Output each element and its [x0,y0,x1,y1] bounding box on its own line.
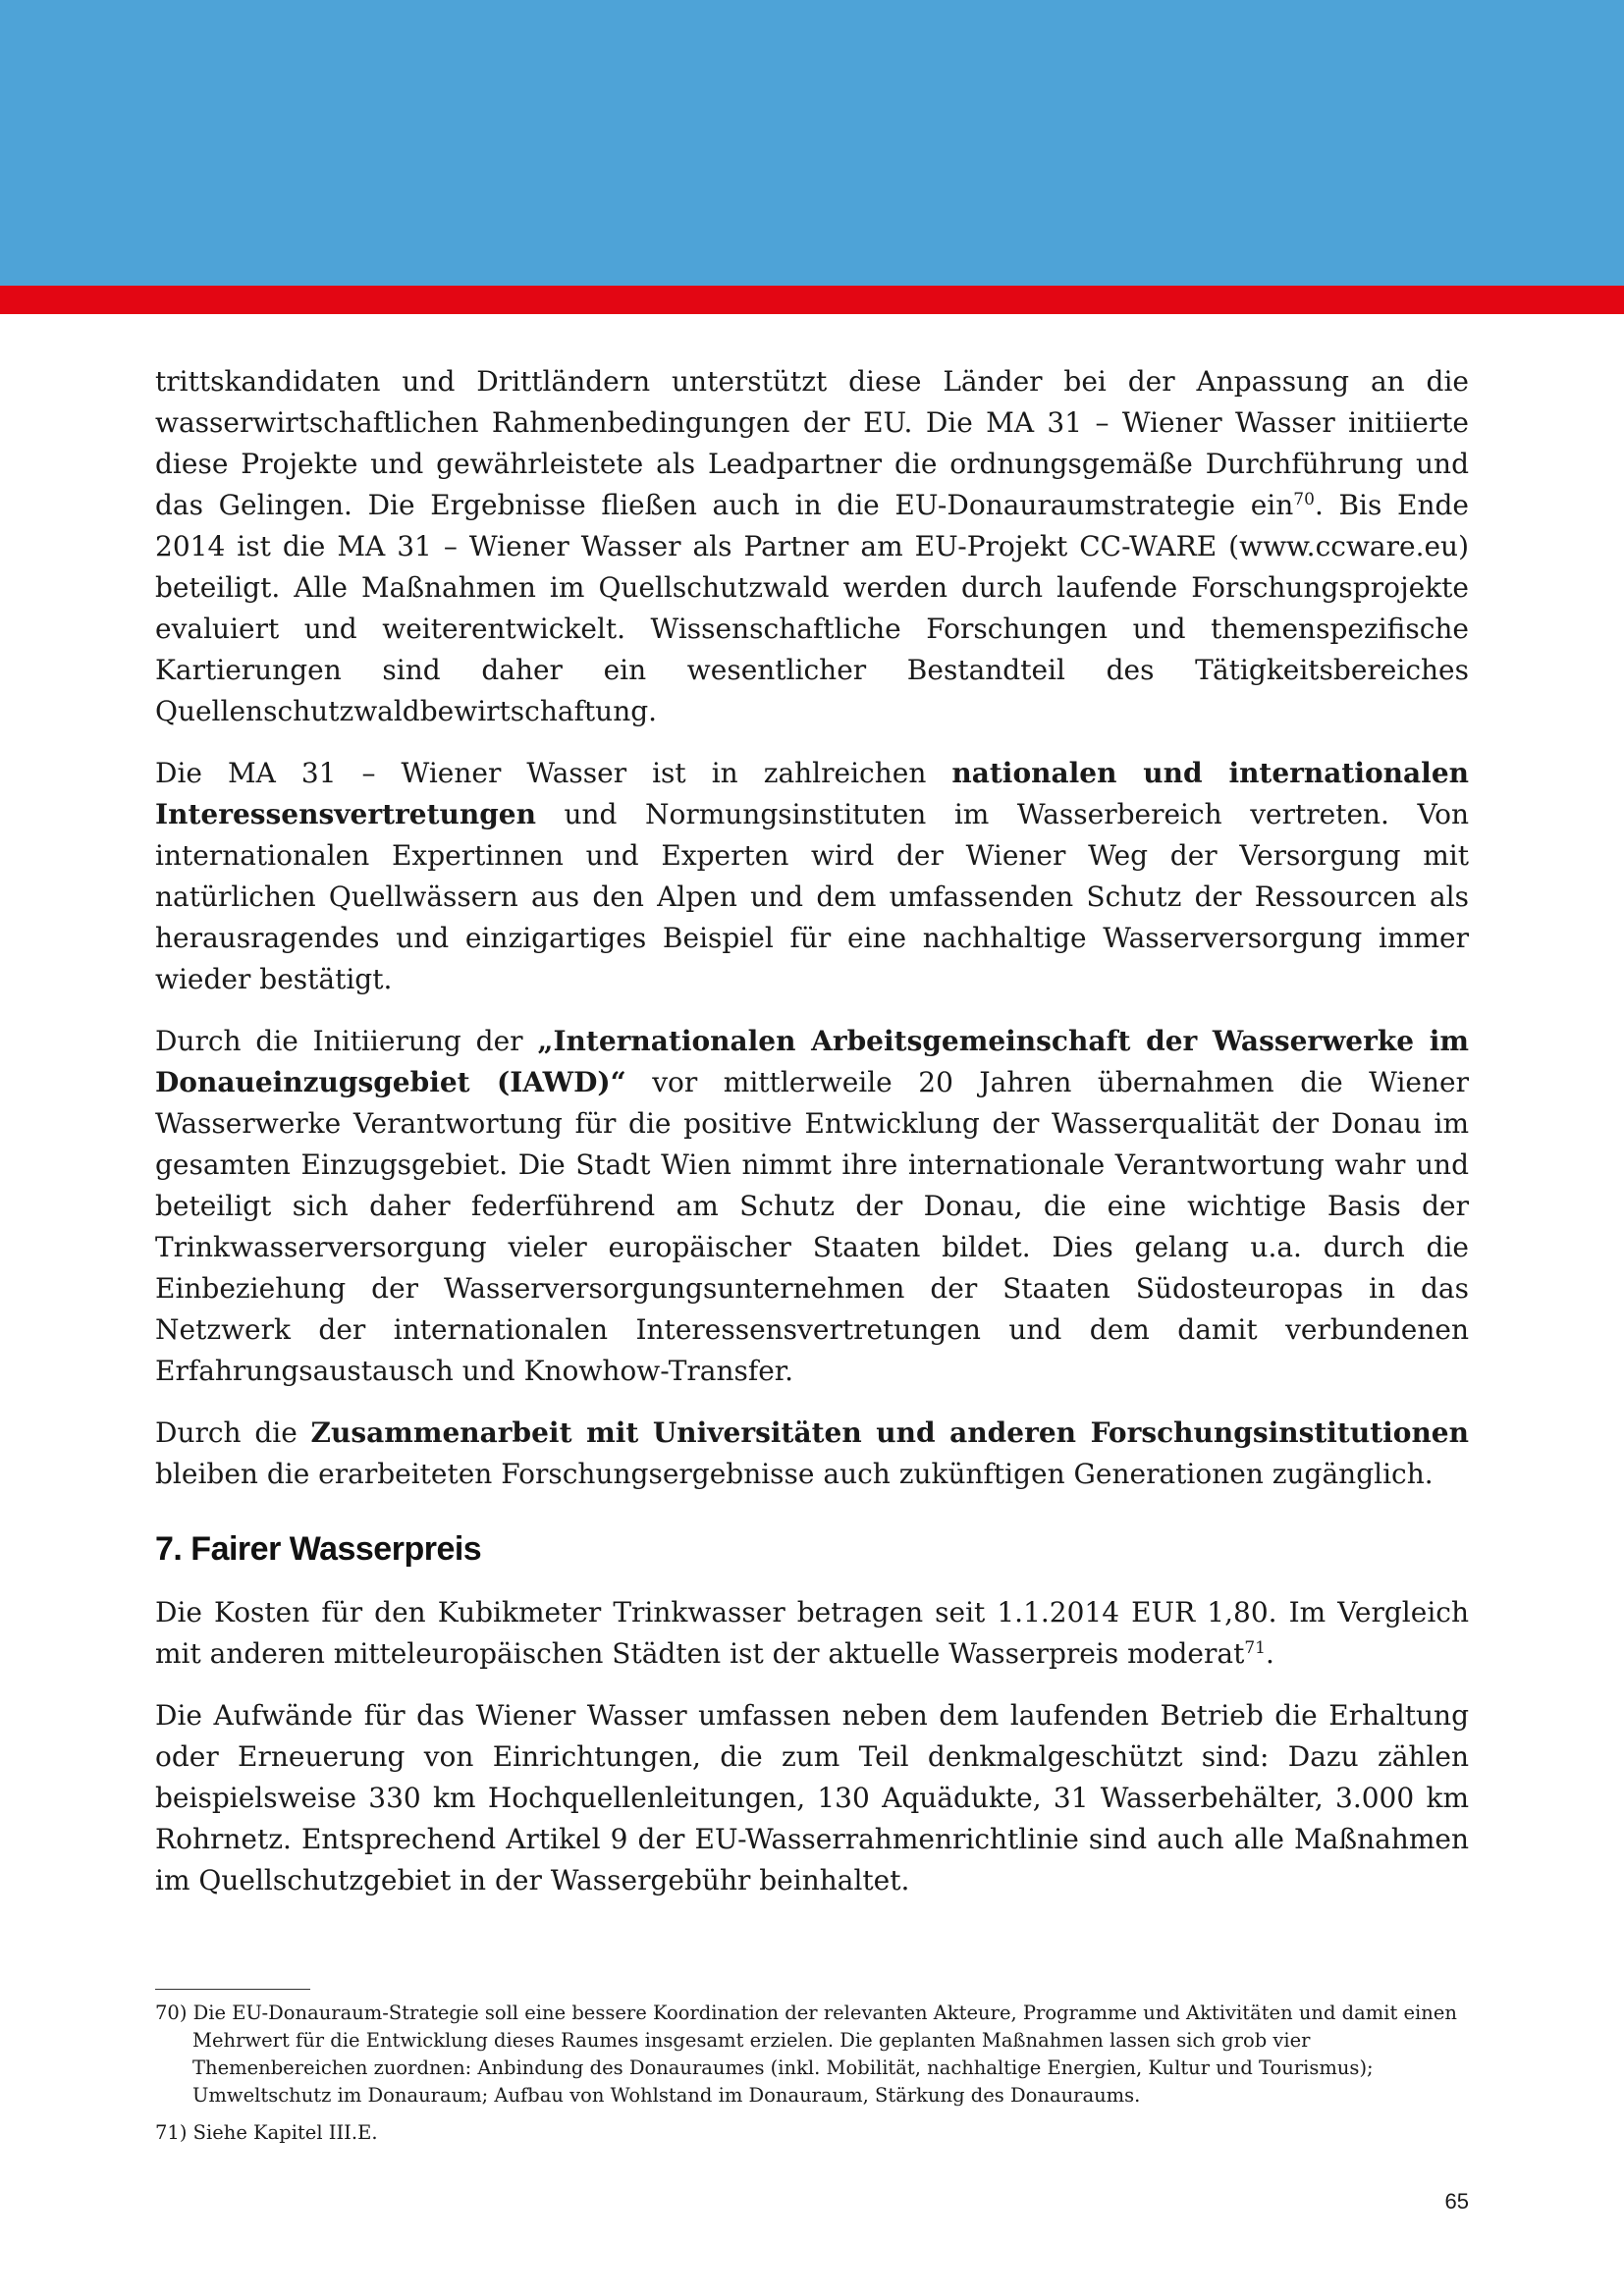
footnote-ref-70[interactable]: 70 [1293,490,1315,509]
paragraph-4-bold: Zusammenarbeit mit Universitäten und anderen Forschungsinstitutionen [310,1416,1469,1449]
paragraph-1 [155,361,1469,732]
paragraph-1-text-b: . Bis Ende 2014 ist die MA 31 – Wiener Wasser als Partner am EU-Projekt CC-WARE (www.ccware.eu) beteiligt. Alle Maßnahmen im Quellschutzwald werden durch laufende Forschungsprojekte evaluiert und weiterentwickelt. Wissenschaftliche Forschungen und themenspezifische Kartierungen sind daher ein wesentlicher Bestandteil des Tätigkeitsbereiches Quellenschutzwaldbewirtschaftung. [155,489,1470,727]
paragraph-3 [155,1021,1469,1392]
paragraph-1-text-a: trittskandidaten und Drittländern unterstützt diese Länder bei der Anpassung an die wasserwirtschaftlichen Rahmenbedingungen der EU. Die MA 31 – Wiener Wasser initiierte diese Projekte und gewährleistete als Leadpartner die ordnungsgemäße Durchführung und das Gelingen. Die Ergebnisse fließen auch in die EU-Donauraumstrategie ein [155,365,1469,521]
header-red-stripe [0,286,1624,314]
paragraph-5-text-b: . [1265,1637,1274,1670]
footnote-70: 70) Die EU-Donauraum-Strategie soll eine bessere Koordination der relevanten Akteure, Programme und Aktivitäten und damit einen Mehrwert für die Entwicklung dieses Raumes insgesamt erzielen. Die geplanten Maßnahmen lassen sich grob vier Themenbereichen zuordnen: Anbindung des Donauraumes (inkl. Mobilität, nachhaltige Energien, Kultur und Tourismus); Umweltschutz im Donauraum; Aufbau von Wohlstand im Donauraum, Stärkung des Donauraums. [155,2002,1457,2107]
paragraph-3-bold: „Internationalen Arbeitsgemeinschaft der Wasserwerke im Donaueinzugsgebiet (IAWD)“ [155,1025,1469,1098]
footnote-71: 71) Siehe Kapitel III.E. [155,2121,378,2144]
paragraph-6: Die Aufwände für das Wiener Wasser umfassen neben dem laufenden Betrieb die Erhaltung oder Erneuerung von Einrichtungen, die zum Teil denkmalgeschützt sind: Dazu zählen beispielsweise 330 km Hochquellenleitungen, 130 Aquädukte, 31 Wasserbehälter, 3.000 km Rohrnetz. Entsprechend Artikel 9 der EU-Wasserrahmenrichtlinie sind auch alle Maßnahmen im Quellschutzgebiet in der Wassergebühr beinhaltet. [155,1699,1469,1896]
paragraph-3-text-a: Durch die Initiierung der [155,1025,538,1057]
paragraph-5 [155,1592,1469,1675]
paragraph-4-text-a: Durch die [155,1416,311,1449]
paragraph-2-text-a: Die MA 31 – Wiener Wasser ist in zahlreichen [155,757,952,789]
footnote-divider [155,1989,310,1990]
paragraph-3-text-b: vor mittlerweile 20 Jahren übernahmen die Wiener Wasserwerke Verantwortung für die positive Entwicklung der Wasserqualität der Donau im gesamten Einzugsgebiet. Die Stadt Wien nimmt ihre internationale Verantwortung wahr und beteiligt sich daher federführend am Schutz der Donau, die eine wichtige Basis der Trinkwasserversorgung vieler europäischer Staaten bildet. Dies gelang u.a. durch die Einbeziehung der Wasserversorgungsunternehmen der Staaten Südosteuropas in das Netzwerk der internationalen Interessensvertretungen und dem damit verbundenen Erfahrungsaustausch und Knowhow-Transfer. [155,1066,1469,1387]
paragraph-2 [155,753,1469,1000]
page-number: 65 [1444,2189,1469,2214]
footnote-ref-71[interactable]: 71 [1244,1638,1266,1658]
paragraph-4 [155,1413,1469,1495]
header-band [0,0,1624,286]
paragraph-2-bold: nationalen und internationalen Interessensvertretungen [155,757,1469,830]
section-heading: 7. Fairer Wasserpreis [155,1530,482,1568]
main-text [155,361,1469,1922]
paragraph-2-text-b: und Normungsinstituten im Wasserbereich vertreten. Von internationalen Expertinnen und Experten wird der Wiener Weg der Versorgung mit natürlichen Quellwässern aus den Alpen und dem umfassenden Schutz der Ressourcen als herausragendes und einzigartiges Beispiel für eine nachhaltige Wasserversorgung immer wieder bestätigt. [155,798,1469,995]
paragraph-4-text-b: bleiben die erarbeiteten Forschungsergebnisse auch zukünftigen Generationen zugänglich. [155,1458,1434,1490]
footnotes [155,1989,1469,2157]
paragraph-5-text-a: Die Kosten für den Kubikmeter Trinkwasser betragen seit 1.1.2014 EUR 1,80. Im Vergleich mit anderen mitteleuropäischen Städten ist der aktuelle Wasserpreis moderat [155,1596,1469,1670]
